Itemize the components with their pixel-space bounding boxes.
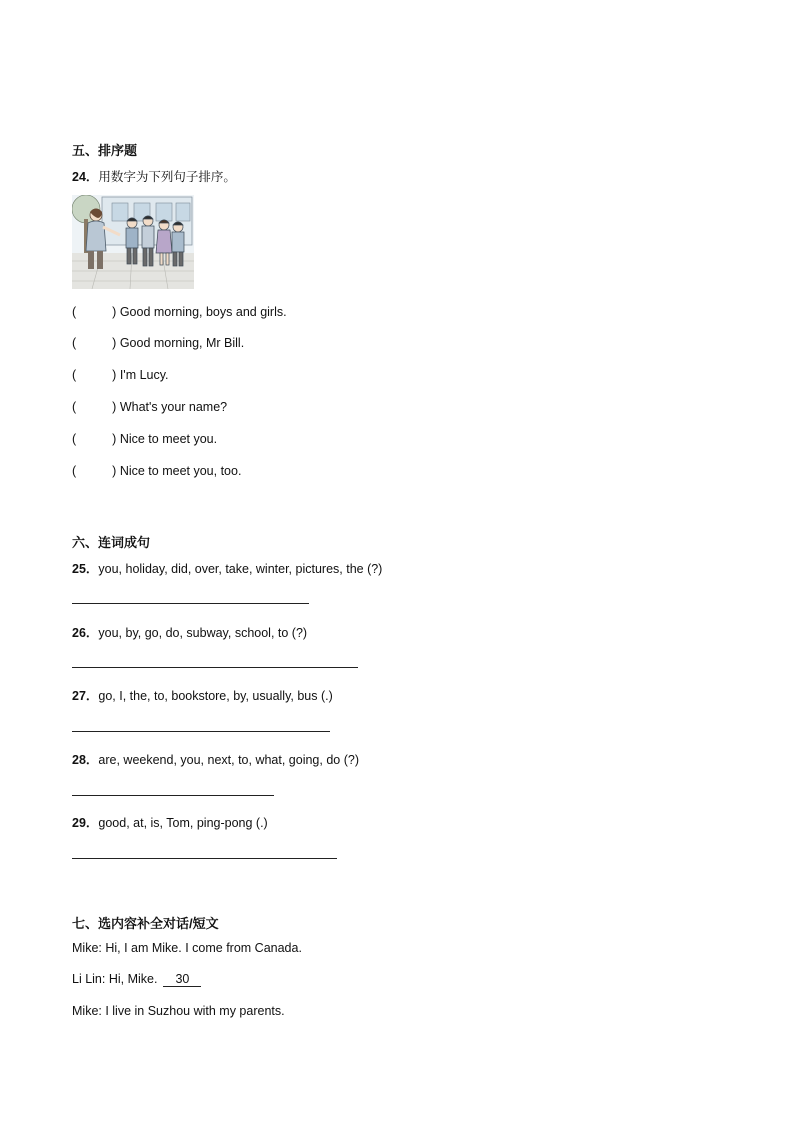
sentence-text: Good morning, Mr Bill. [119, 336, 245, 350]
question-text: you, holiday, did, over, take, winter, pictures, the (?) [98, 562, 383, 576]
question-number: 28． [72, 753, 99, 767]
question-24 [72, 167, 236, 185]
blank-30[interactable]: 30 [163, 973, 201, 987]
question-number: 24． [72, 170, 99, 184]
question-text: you, by, go, do, subway, school, to (?) [98, 626, 308, 640]
question-number: 26． [72, 626, 99, 640]
answer-line[interactable] [72, 795, 274, 796]
ordering-item [72, 464, 241, 478]
sentence-text: Nice to meet you, too. [119, 464, 242, 478]
question-text: are, weekend, you, next, to, what, going, do (?) [98, 753, 359, 767]
question-number: 29． [72, 816, 99, 830]
dialogue-line: Mike: Hi, I am Mike. I come from Canada. [72, 941, 302, 955]
question-number: 27． [72, 689, 99, 703]
sentence-text: What's your name? [119, 400, 228, 414]
answer-line[interactable] [72, 667, 358, 668]
question-text: good, at, is, Tom, ping-pong (.) [98, 816, 268, 830]
question-text: 用数字为下列句子排序。 [98, 170, 236, 184]
question-28 [72, 750, 359, 768]
paren-close: ) [112, 336, 117, 350]
question-number: 25． [72, 562, 99, 576]
ordering-item [72, 400, 227, 414]
ordering-item [72, 336, 244, 350]
dialogue-text: Li Lin: Hi, Mike. [72, 972, 158, 986]
question-26 [72, 623, 307, 641]
question-27 [72, 686, 333, 704]
section-5-heading: 五、排序题 [72, 143, 138, 158]
classroom-greeting-illustration [72, 195, 194, 289]
answer-line[interactable] [72, 858, 337, 859]
dialogue-line: Mike: I live in Suzhou with my parents. [72, 1004, 285, 1018]
sentence-text: Good morning, boys and girls. [119, 305, 287, 319]
paren-open: ( [72, 336, 77, 350]
paren-open: ( [72, 305, 77, 319]
paren-open: ( [72, 368, 77, 382]
ordering-item [72, 305, 287, 319]
paren-open: ( [72, 464, 77, 478]
question-text: go, I, the, to, bookstore, by, usually, bus (.) [98, 689, 333, 703]
paren-close: ) [112, 400, 117, 414]
section-6-heading: 六、连词成句 [72, 535, 151, 550]
paren-close: ) [112, 432, 117, 446]
question-25 [72, 559, 382, 577]
paren-close: ) [112, 464, 117, 478]
ordering-item [72, 368, 169, 382]
section-7-heading: 七、选内容补全对话/短文 [72, 916, 219, 931]
dialogue-line [72, 972, 201, 987]
question-29 [72, 813, 268, 831]
sentence-text: I'm Lucy. [119, 368, 169, 382]
paren-close: ) [112, 305, 117, 319]
answer-line[interactable] [72, 603, 309, 604]
ordering-item [72, 432, 217, 446]
paren-open: ( [72, 400, 77, 414]
sentence-text: Nice to meet you. [119, 432, 218, 446]
paren-open: ( [72, 432, 77, 446]
answer-line[interactable] [72, 731, 330, 732]
paren-close: ) [112, 368, 117, 382]
